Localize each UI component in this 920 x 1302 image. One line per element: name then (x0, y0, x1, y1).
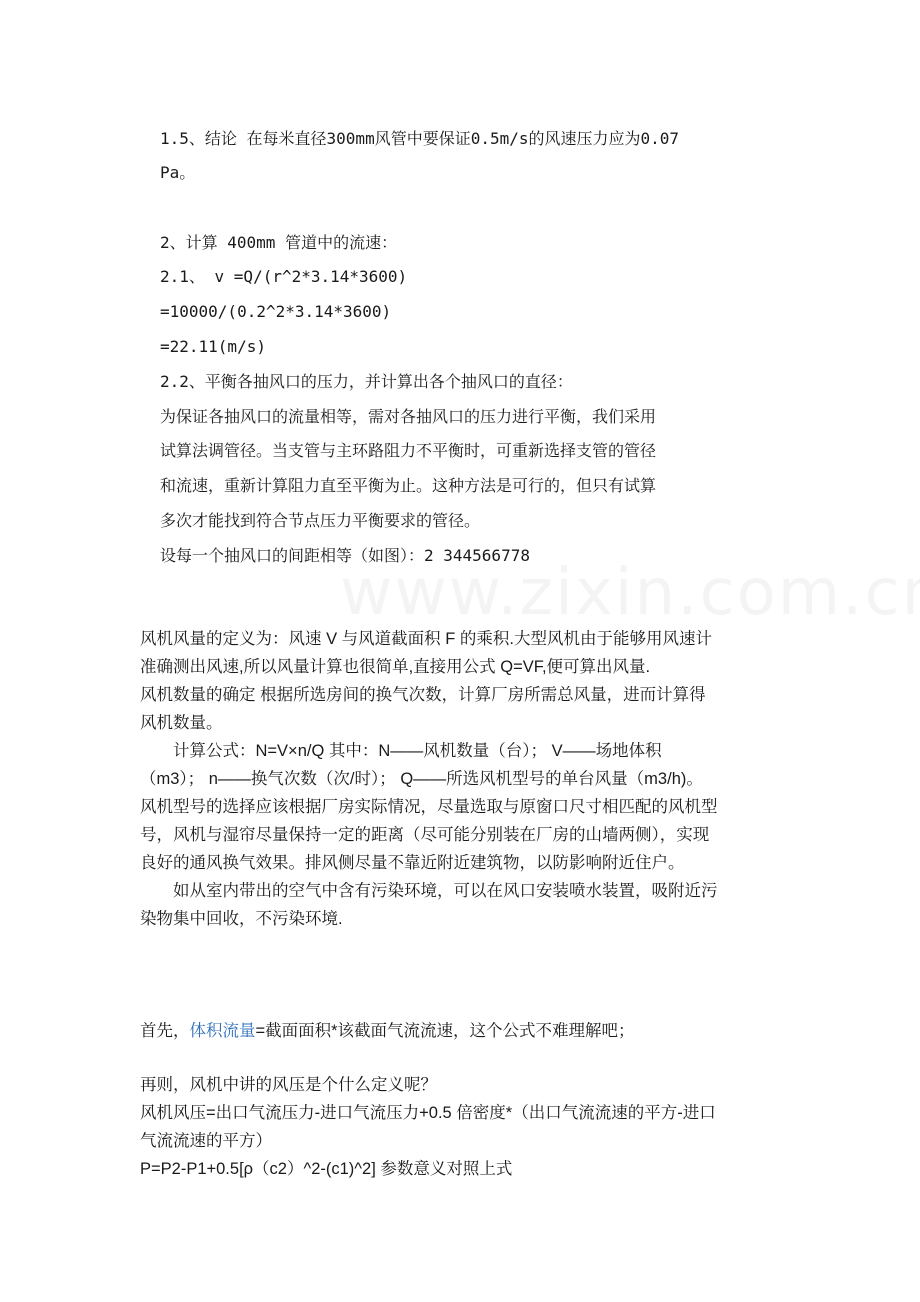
text-line: =22.11(m/s) (160, 337, 266, 356)
text-span: 首先， (140, 1022, 190, 1040)
text-line: 风机数量的确定 根据所选房间的换气次数，计算厂房所需总风量，进而计算得 (140, 686, 706, 704)
text-line: 风机数量。 (140, 714, 223, 732)
text-line: 良好的通风换气效果。排风侧尽量不靠近附近建筑物，以防影响附近住户。 (140, 854, 685, 872)
text-line: 2.2、平衡各抽风口的压力，并计算出各个抽风口的直径： (160, 372, 573, 391)
text-line: 2、计算 400mm 管道中的流速： (160, 233, 398, 252)
text-line: 准确测出风速,所以风量计算也很简单,直接用公式 Q=VF,便可算出风量. (140, 658, 651, 676)
text-line: P=P2-P1+0.5[ρ（c2）^2-(c1)^2] 参数意义对照上式 (140, 1160, 513, 1178)
text-line: 设每一个抽风口的间距相等（如图）：2 344566778 (160, 546, 530, 565)
text-line: 和流速，重新计算阻力直至平衡为止。这种方法是可行的，但只有试算 (160, 476, 657, 495)
text-line: 2.1、 v =Q/(r^2*3.14*3600) (160, 267, 408, 286)
text-line: 为保证各抽风口的流量相等，需对各抽风口的压力进行平衡，我们采用 (160, 407, 657, 426)
text-line: =10000/(0.2^2*3.14*3600) (160, 302, 392, 321)
text-line: （m3）； n——换气次数（次/时）； Q——所选风机型号的单台风量（m3/h)。 (140, 770, 703, 788)
text-line: Pa。 (160, 163, 196, 182)
text-line: 1.5、结论 在每米直径300mm风管中要保证0.5m/s的风速压力应为0.07 (160, 129, 680, 148)
text-line: 计算公式：N=V×n/Q 其中：N——风机数量（台）； V——场地体积 (140, 742, 662, 760)
text-line: 多次才能找到符合节点压力平衡要求的管径。 (160, 511, 481, 530)
volume-flow-link[interactable]: 体积流量 (189, 1022, 256, 1040)
text-line (140, 1020, 635, 1042)
text-line: 风机型号的选择应该根据厂房实际情况，尽量选取与原窗口尺寸相匹配的风机型 (140, 798, 718, 816)
text-line: 再则，风机中讲的风压是个什么定义呢？ (140, 1076, 437, 1094)
watermark (340, 556, 920, 630)
text-line: 如从室内带出的空气中含有污染环境，可以在风口安装喷水装置，吸附近污 (140, 882, 718, 900)
text-line: 风机风压=出口气流压力-进口气流压力+0.5 倍密度*（出口气流流速的平方-进口 (140, 1104, 716, 1122)
text-line: 气流流速的平方） (140, 1132, 272, 1150)
text-line: 风机风量的定义为：风速 V 与风道截面积 F 的乘积.大型风机由于能够用风速计 (140, 630, 713, 648)
text-line: 号，风机与湿帘尽量保持一定的距离（尽可能分别装在厂房的山墙两侧），实现 (140, 826, 710, 844)
text-line: 染物集中回收，不污染环境. (140, 910, 343, 928)
text-line: 试算法调管径。当支管与主环路阻力不平衡时，可重新选择支管的管径 (160, 441, 657, 460)
text-span: =截面面积*该截面气流流速，这个公式不难理解吧； (255, 1022, 635, 1040)
